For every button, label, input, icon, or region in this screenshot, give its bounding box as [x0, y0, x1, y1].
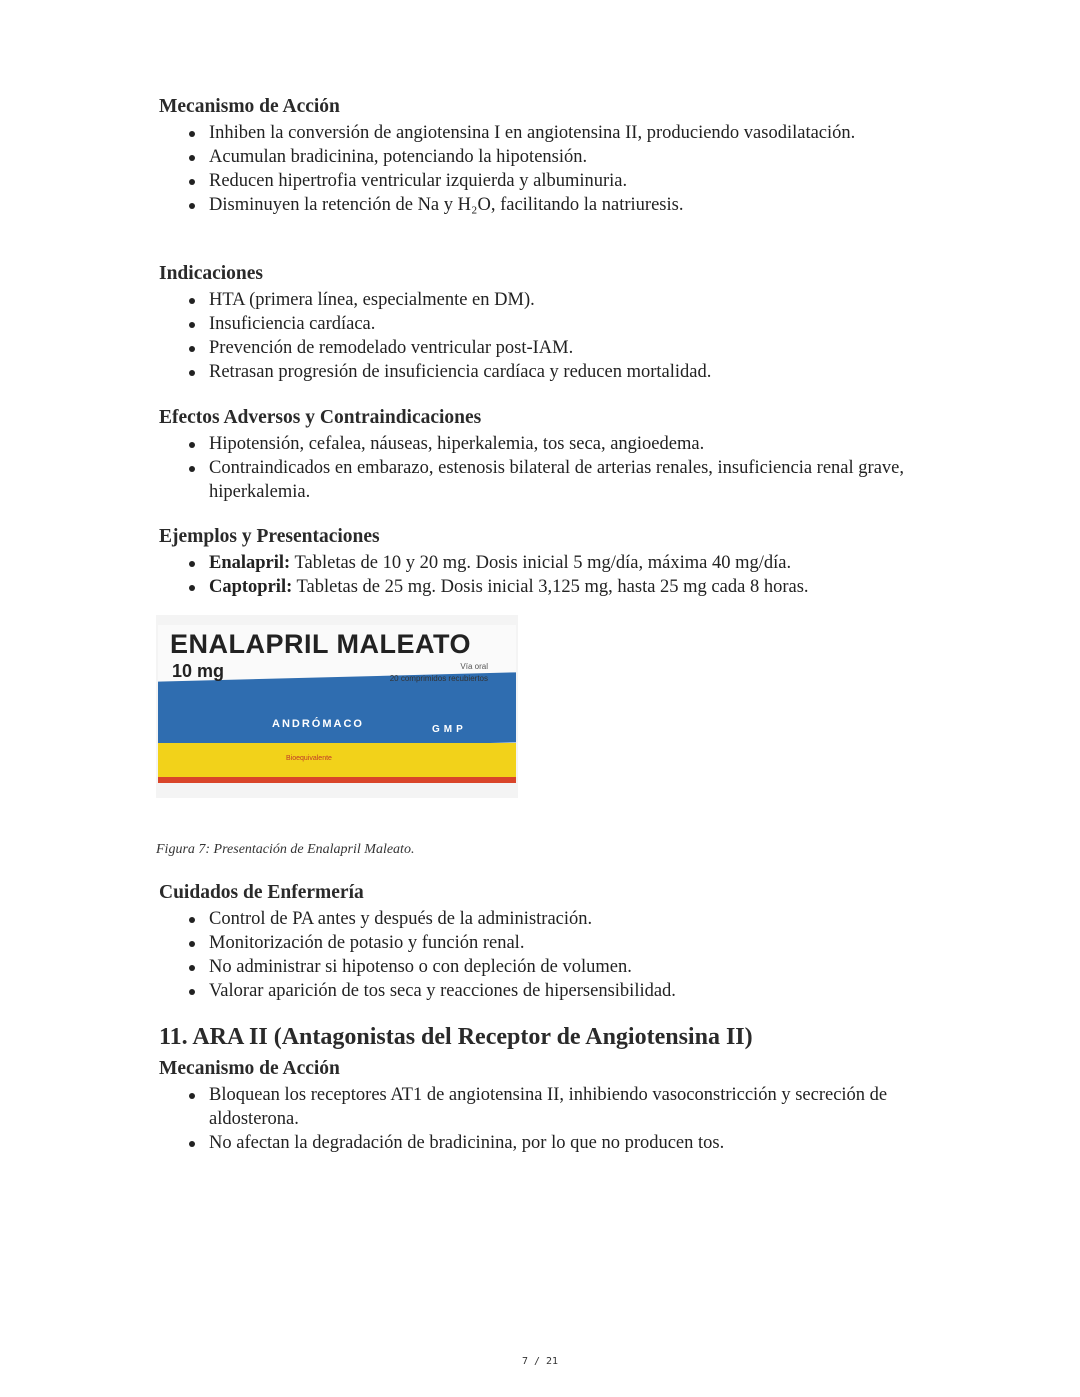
list-item: Valorar aparición de tos seca y reacciones de hipersensibilidad.	[209, 979, 919, 1003]
enalapril-box-image	[156, 615, 518, 798]
figure-caption: Figura 7: Presentación de Enalapril Maleato.	[156, 842, 415, 857]
section-efectos	[159, 406, 919, 504]
page-number: 7 / 21	[521, 1356, 559, 1367]
section-11	[159, 1022, 919, 1155]
box-brand: ANDRÓMACO	[272, 718, 364, 730]
list-item: Disminuyen la retención de Na y H₂O, facilitando la natriuresis.	[209, 193, 919, 217]
list-item: HTA (primera línea, especialmente en DM).	[209, 288, 919, 312]
list-item	[209, 575, 919, 599]
section-title: Mecanismo de Acción	[159, 96, 340, 117]
drug-detail: Tabletas de 25 mg. Dosis inicial 3,125 mg, hasta 25 mg cada 8 horas.	[292, 577, 809, 597]
list-item: Control de PA antes y después de la administración.	[209, 907, 919, 931]
list-item: Acumulan bradicinina, potenciando la hipotensión.	[209, 145, 919, 169]
list-item: Insuficiencia cardíaca.	[209, 312, 919, 336]
section-ejemplos	[159, 525, 919, 599]
list-item: Hipotensión, cefalea, náuseas, hiperkalemia, tos seca, angioedema.	[209, 432, 919, 456]
section-title: Ejemplos y Presentaciones	[159, 526, 380, 547]
section-cuidados	[159, 881, 919, 1003]
list-item	[209, 551, 919, 575]
list-item: Inhiben la conversión de angiotensina I en angiotensina II, produciendo vasodilatación.	[209, 121, 919, 145]
chapter-heading: 11. ARA II (Antagonistas del Receptor de Angiotensina II)	[159, 1024, 753, 1050]
drug-name: Captopril:	[209, 577, 293, 597]
list-item: Monitorización de potasio y función renal.	[209, 931, 919, 955]
box-name: ENALAPRIL MALEATO	[170, 629, 472, 659]
list-item: Prevención de remodelado ventricular post-IAM.	[209, 336, 919, 360]
section-title: Efectos Adversos y Contraindicaciones	[159, 407, 482, 428]
section-title: Cuidados de Enfermería	[159, 882, 364, 903]
box-route: Vía oral	[460, 662, 488, 671]
box-bio: Bioequivalente	[286, 755, 332, 762]
list-item: Contraindicados en embarazo, estenosis bilateral de arterias renales, insuficiencia renal grave, hiperkalemia.	[209, 456, 919, 504]
box-count: 20 comprimidos recubiertos	[389, 674, 488, 683]
section-title: Indicaciones	[159, 263, 264, 284]
section-mecanismo	[159, 95, 919, 217]
drug-detail: Tabletas de 10 y 20 mg. Dosis inicial 5 mg/día, máxima 40 mg/día.	[290, 553, 792, 573]
list-item: Reducen hipertrofia ventricular izquierda y albuminuria.	[209, 169, 919, 193]
section-title: Mecanismo de Acción	[159, 1058, 340, 1079]
list-item: No afectan la degradación de bradicinina, por lo que no producen tos.	[209, 1131, 919, 1155]
section-indicaciones	[159, 262, 919, 384]
list-item: Bloquean los receptores AT1 de angiotensina II, inhibiendo vasoconstricción y secreción de aldosterona.	[209, 1083, 919, 1131]
box-gmp: GMP	[432, 724, 467, 735]
drug-name: Enalapril:	[209, 553, 291, 573]
list-item: Retrasan progresión de insuficiencia cardíaca y reducen mortalidad.	[209, 360, 919, 384]
box-dose: 10 mg	[172, 661, 225, 681]
list-item: No administrar si hipotenso o con depleción de volumen.	[209, 955, 919, 979]
